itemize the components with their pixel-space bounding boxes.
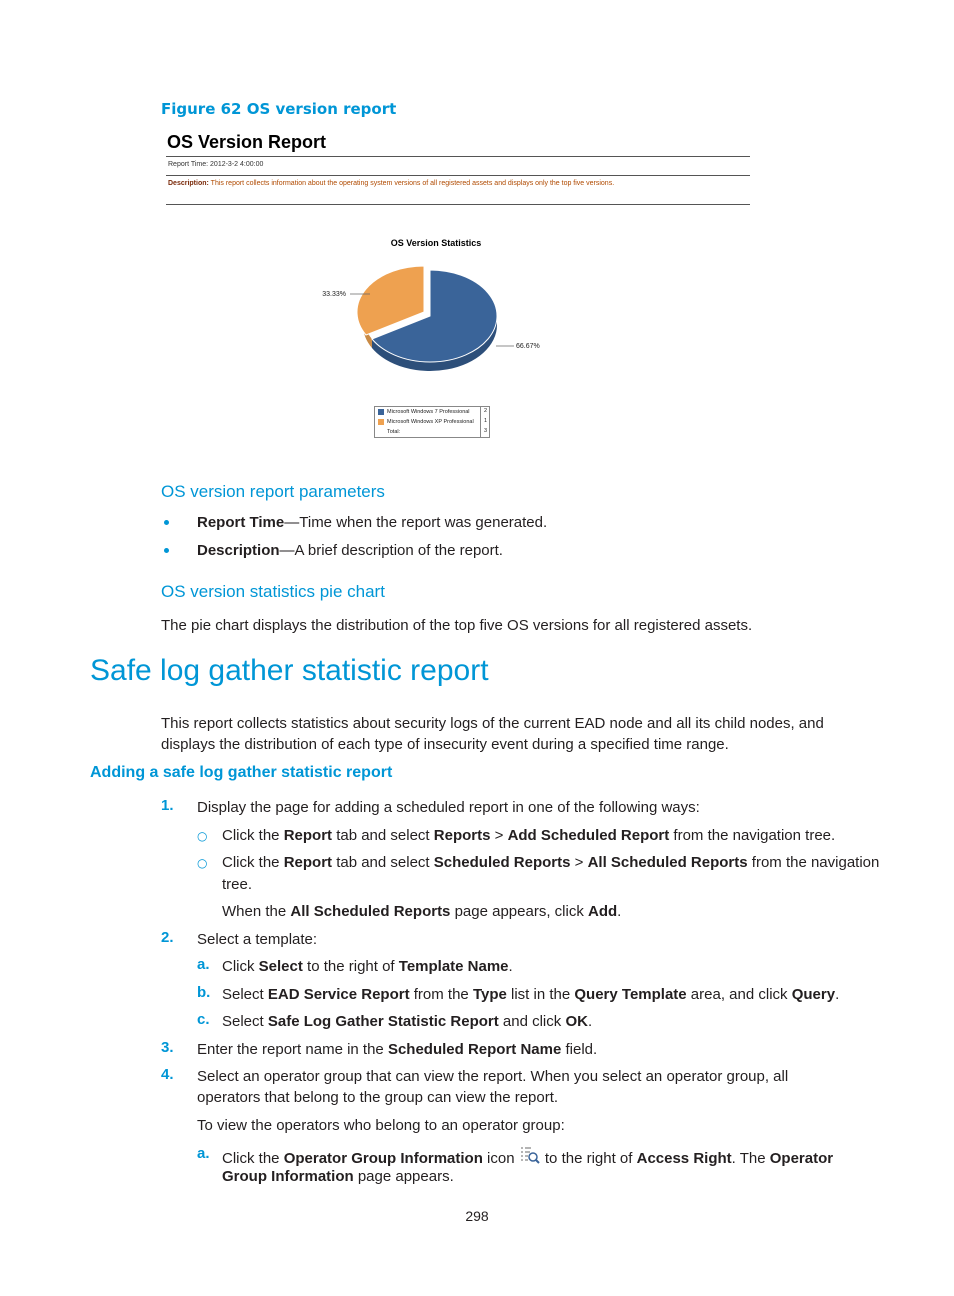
bullet-report-time-term: Report Time	[197, 514, 285, 531]
option-2-wrap: tree.	[222, 876, 253, 893]
substep-a2-access-right: Access Right	[636, 1150, 732, 1167]
substep-label-c: c.	[197, 1011, 210, 1028]
substep-a2-operator-group-info: Operator Group Information	[283, 1150, 483, 1167]
substep-b-type: Type	[472, 986, 507, 1003]
intro-line-2: displays the distribution of each type of insecurity event during a specified time range.	[161, 736, 729, 753]
substep-a2-group-information: Group Information	[222, 1168, 354, 1185]
option-2	[222, 852, 879, 873]
option-2-report: Report	[283, 854, 333, 871]
substep-b-t5: .	[835, 986, 840, 1003]
legend-row-total	[375, 427, 489, 437]
legend-total-label: Total:	[387, 429, 401, 435]
substep-c-t3: .	[587, 1013, 593, 1030]
option-2-t1: Click the	[222, 854, 284, 871]
section-heading: Safe log gather statistic report	[90, 654, 489, 687]
substep-c-ok: OK	[565, 1013, 588, 1030]
option-1-t1: Click the	[222, 827, 284, 844]
when-t1: When the	[222, 903, 291, 920]
description-rule	[166, 204, 750, 205]
pie-percent-label-1: 33.33%	[322, 291, 346, 298]
description-label: Description:	[168, 180, 209, 187]
substep-b-t4: area, and click	[686, 986, 792, 1003]
step-1-text: Display the page for adding a scheduled report in one of the following ways:	[197, 799, 700, 816]
meta-rule	[166, 175, 750, 176]
pie-percent-label-0: 66.67%	[516, 343, 540, 350]
chart-title: OS Version Statistics	[390, 238, 482, 248]
substep-a-t1: Click	[222, 958, 259, 975]
when-add: Add	[587, 903, 618, 920]
substep-b-ead: EAD Service Report	[267, 986, 410, 1003]
bullet-report-time-text: —Time when the report was generated.	[284, 514, 548, 531]
bullet-dot-icon	[164, 520, 169, 525]
step-3-t2: field.	[561, 1041, 598, 1058]
when-t2: page appears, click	[450, 903, 588, 920]
option-1-reports: Reports	[433, 827, 491, 844]
substep-a2-t2: icon	[482, 1150, 519, 1167]
intro-line-1: This report collects statistics about security logs of the current EAD node and all its child nodes, and	[161, 715, 824, 732]
step-4-view: To view the operators who belong to an operator group:	[197, 1117, 565, 1134]
circle-bullet-icon: ○	[197, 829, 208, 843]
substep-a2-t1: Click the	[222, 1150, 284, 1167]
legend-row-win7	[375, 407, 489, 417]
substep-b-t1: Select	[222, 986, 268, 1003]
legend-total-value: 3	[483, 428, 487, 434]
substep-a-t2: to the right of	[302, 958, 399, 975]
option-2-scheduled-reports: Scheduled Reports	[433, 854, 571, 871]
step-number-4: 4.	[161, 1066, 174, 1083]
legend-swatch-win7	[378, 409, 384, 415]
params-heading: OS version report parameters	[161, 482, 385, 501]
report-time-line	[168, 161, 263, 168]
substep-c	[222, 1011, 592, 1032]
sub-heading: Adding a safe log gather statistic report	[90, 764, 393, 781]
report-time-value: 2012-3-2 4:00:00	[210, 161, 264, 168]
substep-label-a: a.	[197, 956, 210, 973]
option-1	[222, 825, 835, 846]
substep-c-t1: Select	[222, 1013, 268, 1030]
step-number-2: 2.	[161, 929, 174, 946]
substep-b-t3: list in the	[506, 986, 575, 1003]
os-pie-chart	[300, 266, 570, 384]
description-line	[168, 180, 614, 187]
substep-a2-t4: . The	[731, 1150, 770, 1167]
pie-paragraph: The pie chart displays the distribution of the top five OS versions for all registered assets.	[161, 617, 753, 634]
substep-b-query-template: Query Template	[574, 986, 687, 1003]
description-text: This report collects information about the operating system versions of all registered assets and displays only the top five versions.	[210, 180, 615, 187]
bullet-report-time	[197, 512, 547, 533]
when-line	[222, 901, 621, 922]
pie-heading: OS version statistics pie chart	[161, 582, 385, 601]
title-rule	[166, 156, 750, 157]
option-1-t3: >	[490, 827, 508, 844]
substep-a2-t5: page appears.	[353, 1168, 454, 1185]
option-1-t4: from the navigation tree.	[669, 827, 836, 844]
substep-label-b: b.	[197, 984, 211, 1001]
substep-a2-t3: to the right of	[540, 1150, 637, 1167]
bullet-description-term: Description	[197, 542, 280, 559]
operator-group-info-icon	[519, 1145, 541, 1165]
substep-a	[222, 956, 513, 977]
step-2-text: Select a template:	[197, 931, 318, 948]
step-3-t1: Enter the report name in the	[197, 1041, 388, 1058]
legend-label-win7: Microsoft Windows 7 Professional	[387, 409, 470, 415]
option-1-t2: tab and select	[332, 827, 434, 844]
when-t3: .	[617, 903, 622, 920]
substep-c-t2: and click	[498, 1013, 566, 1030]
page-number: 298	[465, 1208, 489, 1224]
bullet-description-text: —A brief description of the report.	[279, 542, 503, 559]
circle-bullet-icon: ○	[197, 856, 208, 870]
substep-label-a2: a.	[197, 1145, 210, 1162]
substep-a-select: Select	[258, 958, 303, 975]
substep-a-template-name: Template Name	[398, 958, 509, 975]
option-2-t3: >	[570, 854, 588, 871]
legend-label-winxp: Microsoft Windows XP Professional	[387, 419, 474, 425]
step-3-field: Scheduled Report Name	[387, 1041, 562, 1058]
step-4-line-1: Select an operator group that can view the report. When you select an operator group, all	[197, 1068, 789, 1085]
step-4-line-2: operators that belong to the group can view the report.	[197, 1089, 559, 1106]
legend-swatch-total	[378, 429, 384, 435]
step-3-text	[197, 1039, 597, 1060]
legend-swatch-winxp	[378, 419, 384, 425]
option-2-all-scheduled: All Scheduled Reports	[587, 854, 748, 871]
option-1-add-scheduled: Add Scheduled Report	[507, 827, 670, 844]
legend-row-winxp	[375, 417, 489, 427]
option-1-report: Report	[283, 827, 333, 844]
legend-count-winxp: 1	[483, 418, 487, 424]
step-number-1: 1.	[161, 797, 174, 814]
report-time-label: Report Time:	[168, 161, 209, 168]
when-all-scheduled: All Scheduled Reports	[290, 903, 451, 920]
option-2-t4: from the navigation	[747, 854, 880, 871]
legend-count-win7: 2	[483, 408, 487, 414]
chart-legend	[374, 406, 490, 438]
figure-caption: Figure 62 OS version report	[161, 100, 397, 118]
option-2-t2: tab and select	[332, 854, 434, 871]
substep-a2-operator: Operator	[769, 1150, 834, 1167]
substep-b-query: Query	[791, 986, 836, 1003]
bullet-description	[197, 540, 503, 561]
substep-b-t2: from the	[409, 986, 473, 1003]
bullet-dot-icon	[164, 548, 169, 553]
step-number-3: 3.	[161, 1039, 174, 1056]
report-title: OS Version Report	[167, 132, 327, 152]
substep-a2-line-2	[222, 1166, 454, 1187]
substep-c-safe-log: Safe Log Gather Statistic Report	[267, 1013, 499, 1030]
substep-b	[222, 984, 839, 1005]
substep-a-t3: .	[508, 958, 513, 975]
